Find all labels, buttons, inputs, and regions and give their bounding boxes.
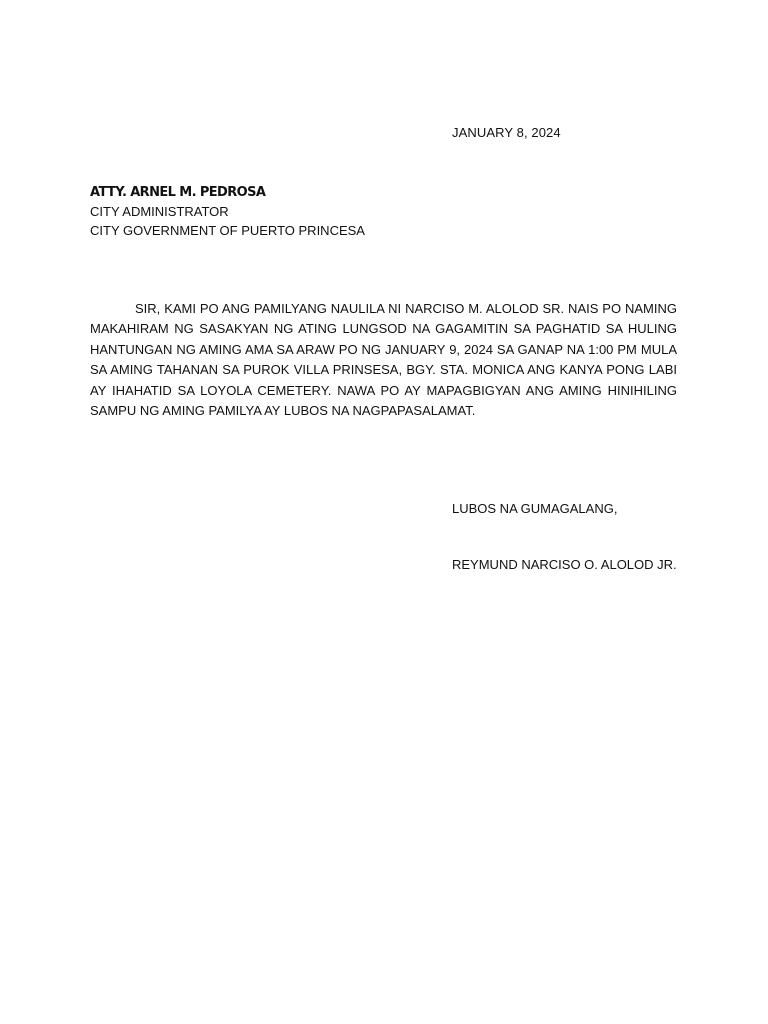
recipient-block	[90, 185, 365, 240]
signatory-name: REYMUND NARCISO O. ALOLOD JR.	[452, 557, 677, 572]
recipient-name: ATTY. ARNEL M. PEDROSA	[90, 185, 266, 200]
letter-body: SIR, KAMI PO ANG PAMILYANG NAULILA NI NARCISO M. ALOLOD SR. NAIS PO NAMING MAKAHIRAM NG SASAKYAN NG ATING LUNGSOD NA GAGAMITIN SA PAGHATID SA HULING HANTUNGAN NG AMING AMA SA ARAW PO NG JANUARY 9, 2024 SA GANAP NA 1:00 PM MULA SA AMING TAHANAN SA PUROK VILLA PRINSESA, BGY. STA. MONICA ANG KANYA PONG LABI AY IHAHATID SA LOYOLA CEMETERY. NAWA PO AY MAPAGBIGYAN ANG AMING HINIHILING SAMPU NG AMING PAMILYA AY LUBOS NA NAGPAPASALAMAT.	[90, 301, 677, 419]
letter-closing: LUBOS NA GUMAGALANG,	[452, 501, 618, 516]
letter-date: JANUARY 8, 2024	[452, 125, 561, 140]
recipient-position: CITY ADMINISTRATOR	[90, 204, 229, 219]
recipient-office: CITY GOVERNMENT OF PUERTO PRINCESA	[90, 223, 365, 238]
